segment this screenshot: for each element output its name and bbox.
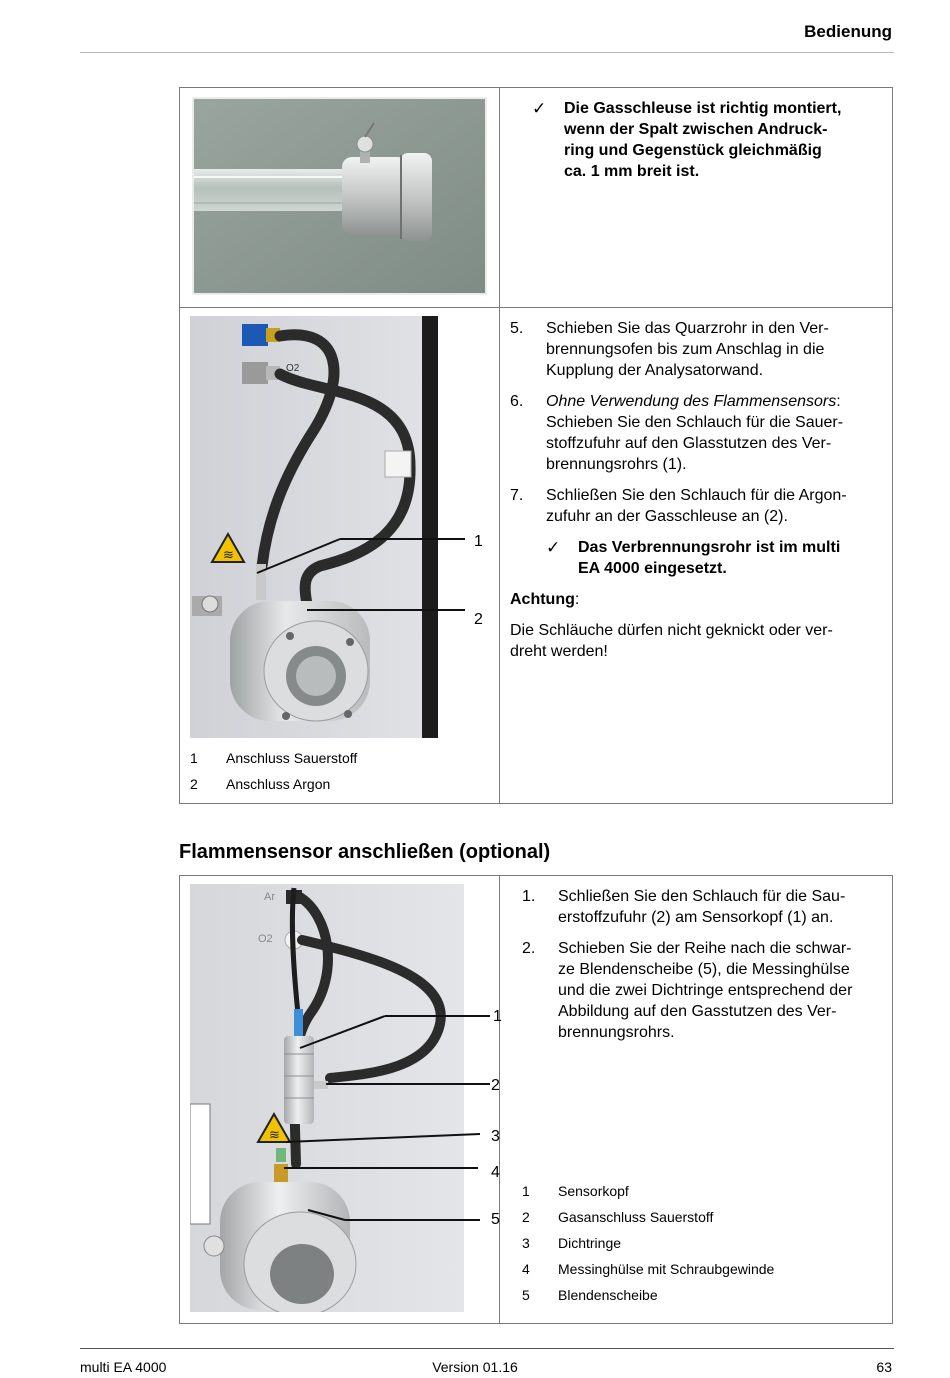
caption-list-connections <box>190 749 490 801</box>
image-cell-flame-sensor <box>180 876 500 1324</box>
instruction-table-2 <box>179 875 893 1324</box>
caption-item: 5 Blendenscheibe <box>522 1287 658 1303</box>
callout-3: 3 <box>491 1128 500 1145</box>
caption-list-flame-sensor <box>522 1182 882 1312</box>
gas-lock-illustration <box>192 97 487 295</box>
caution-text: Die Schläuche dürfen nicht geknickt oder ver- dreht werden! <box>510 622 833 660</box>
step-5: 5. Schieben Sie das Quarzrohr in den Ver- brennungsofen bis zum Anschlag in die Kupplung der Analysatorwand. <box>510 320 829 379</box>
svg-text:O2: O2 <box>286 330 300 341</box>
callout-leaders-2 <box>180 876 500 1324</box>
svg-text:≋: ≋ <box>223 547 234 562</box>
caption-item: 3 Dichtringe <box>522 1235 622 1251</box>
callout-leaders-1 <box>180 308 500 804</box>
callout-1: 1 <box>493 1008 502 1025</box>
callout-2: 2 <box>491 1077 500 1094</box>
callout-2: 2 <box>474 611 483 628</box>
caption-item: 2 Gasanschluss Sauerstoff <box>522 1209 714 1225</box>
checkmark-icon: ✓ <box>532 99 547 118</box>
callout-5: 5 <box>491 1211 500 1228</box>
svg-text:O2: O2 <box>258 933 273 945</box>
image-cell-connections <box>180 308 500 804</box>
footer-product: multi EA 4000 <box>80 1359 167 1375</box>
footer-version: Version 01.16 <box>432 1359 518 1375</box>
step-7: 7. Schließen Sie den Schlauch für die Argon- zufuhr an der Gasschleuse an (2). <box>510 487 847 525</box>
section-title-flame-sensor: Flammensensor anschließen (optional) <box>179 841 551 863</box>
image-cell-gas-lock <box>180 88 500 308</box>
text-cell-connections <box>500 308 893 804</box>
page-section-title: Bedienung <box>804 22 892 41</box>
svg-text:O2: O2 <box>286 363 300 374</box>
svg-text:Ar: Ar <box>264 891 275 903</box>
checkmark-icon: ✓ <box>546 538 561 557</box>
text-cell-flame-sensor <box>500 876 893 1324</box>
footer-page-number: 63 <box>876 1359 892 1375</box>
caption-item: 1 Anschluss Sauerstoff <box>190 750 358 766</box>
caption-item: 1 Sensorkopf <box>522 1183 629 1199</box>
step-6: 6. Ohne Verwendung des Flammensensors: Schieben Sie den Schlauch für die Sauer- stoffzufuhr auf den Glasstutzen des Ver- brennungsrohrs (1). <box>510 393 844 473</box>
check-result-gas-lock <box>532 98 878 182</box>
caption-item: 4 Messinghülse mit Schraubgewinde <box>522 1261 775 1277</box>
check-text: Die Gasschleuse ist richtig montiert, wenn der Spalt zwischen Andruck- ring und Gegenstück gleichmäßig ca. 1 mm breit ist. <box>564 100 842 180</box>
callout-4: 4 <box>491 1164 500 1181</box>
instruction-table-1 <box>179 87 893 804</box>
text-cell-gas-lock <box>500 88 893 308</box>
svg-text:≋: ≋ <box>269 1127 280 1142</box>
header-rule <box>80 52 894 53</box>
caution-heading: Achtung: <box>510 591 580 608</box>
step-2: 2. Schieben Sie der Reihe nach die schwar- ze Blendenscheibe (5), die Messinghülse und die zwei Dichtringe entsprechend der Abbildung auf den Gasstutzen des Ver- brennungsrohrs. <box>522 940 853 1041</box>
check-result-tube: ✓ Das Verbrennungsrohr ist im multi EA 4000 eingesetzt. <box>546 538 841 577</box>
footer-rule <box>80 1348 894 1349</box>
step-1: 1. Schließen Sie den Schlauch für die Sau- erstoffzufuhr (2) am Sensorkopf (1) an. <box>522 888 846 926</box>
photo-gas-lock <box>192 97 487 295</box>
callout-1: 1 <box>474 533 483 550</box>
caption-item: 2 Anschluss Argon <box>190 776 331 792</box>
